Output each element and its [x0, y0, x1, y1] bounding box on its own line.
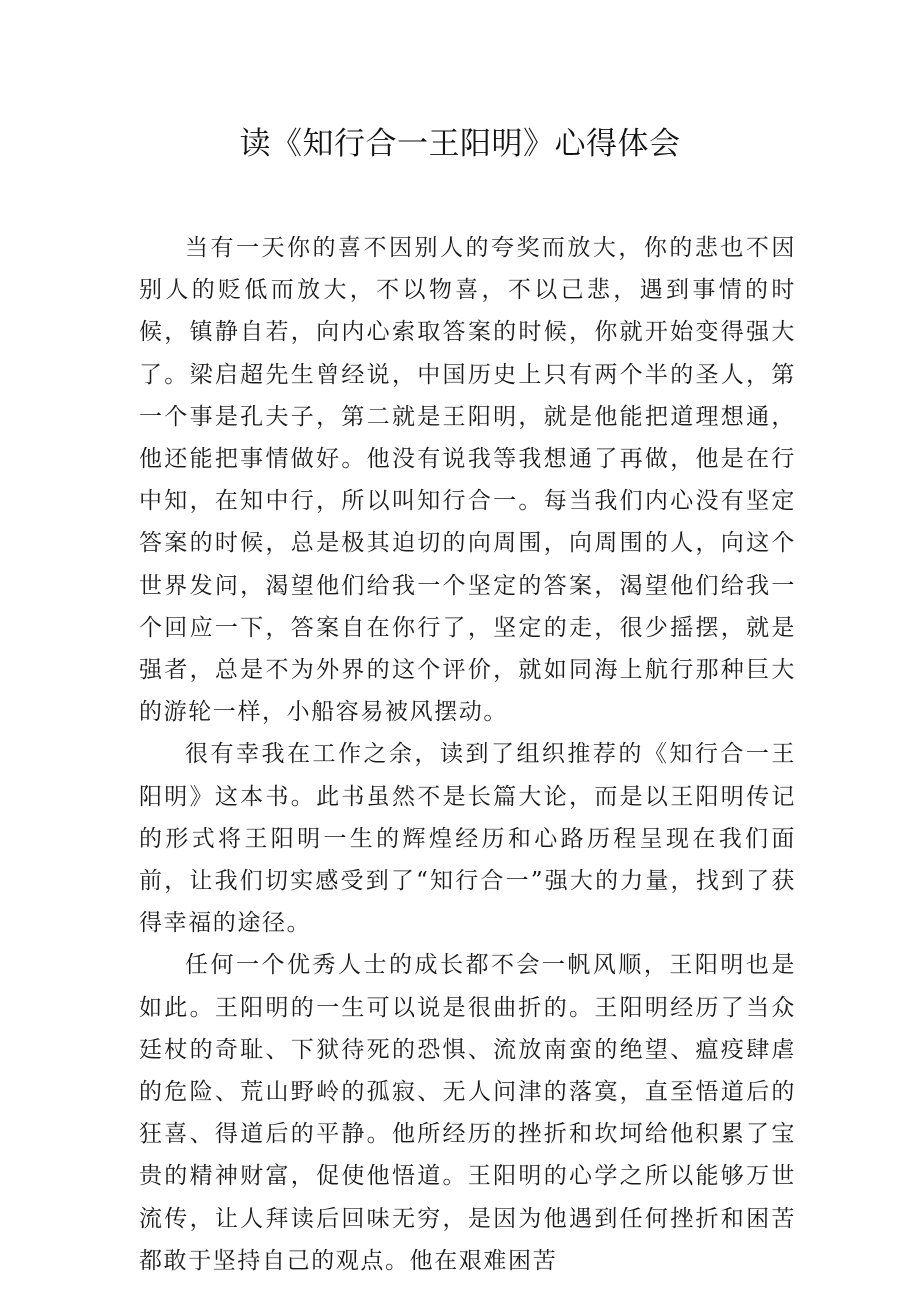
- document-body: [139, 227, 796, 1282]
- document-title: 读《知行合一王阳明》心得体会: [239, 126, 681, 162]
- paragraph-1: 当有一天你的喜不因别人的夸奖而放大，你的悲也不因别人的贬低而放大，不以物喜，不以己悲，遇到事情的时候，镇静自若，向内心索取答案的时候，你就开始变得强大了。梁启超先生曾经说，中国历史上只有两个半的圣人，第一个事是孔夫子，第二就是王阳明，就是他能把道理想通，他还能把事情做好。他没有说我等我想通了再做，他是在行中知，在知中行，所以叫知行合一。每当我们内心没有坚定答案的时候，总是极其迫切的向周围，向周围的人，向这个世界发问，渴望他们给我一个坚定的答案，渴望他们给我一个回应一下，答案自在你行了，坚定的走，很少摇摆，就是强者，总是不为外界的这个评价，就如同海上航行那种巨大的游轮一样，小船容易被风摆动。: [139, 235, 796, 726]
- paragraph-3: 任何一个优秀人士的成长都不会一帆风顺，王阳明也是如此。王阳明的一生可以说是很曲折的。王阳明经历了当众廷杖的奇耻、下狱待死的恐惧、流放南蛮的绝望、瘟疫肆虐的危险、荒山野岭的孤寂、无人问津的落寞，直至悟道后的狂喜、得道后的平静。他所经历的挫折和坎坷给他积累了宝贵的精神财富，促使他悟道。王阳明的心学之所以能够万世流传，让人拜读后回味无穷，是因为他遇到任何挫折和困苦都敢于坚持自己的观点。他在艰难困苦: [139, 952, 796, 1274]
- paragraph-2: 很有幸我在工作之余，读到了组织推荐的《知行合一王阳明》这本书。此书虽然不是长篇大论，而是以王阳明传记的形式将王阳明一生的辉煌经历和心路历程呈现在我们面前，让我们切实感受到了“知行合一”强大的力量，找到了获得幸福的途径。: [139, 741, 796, 937]
